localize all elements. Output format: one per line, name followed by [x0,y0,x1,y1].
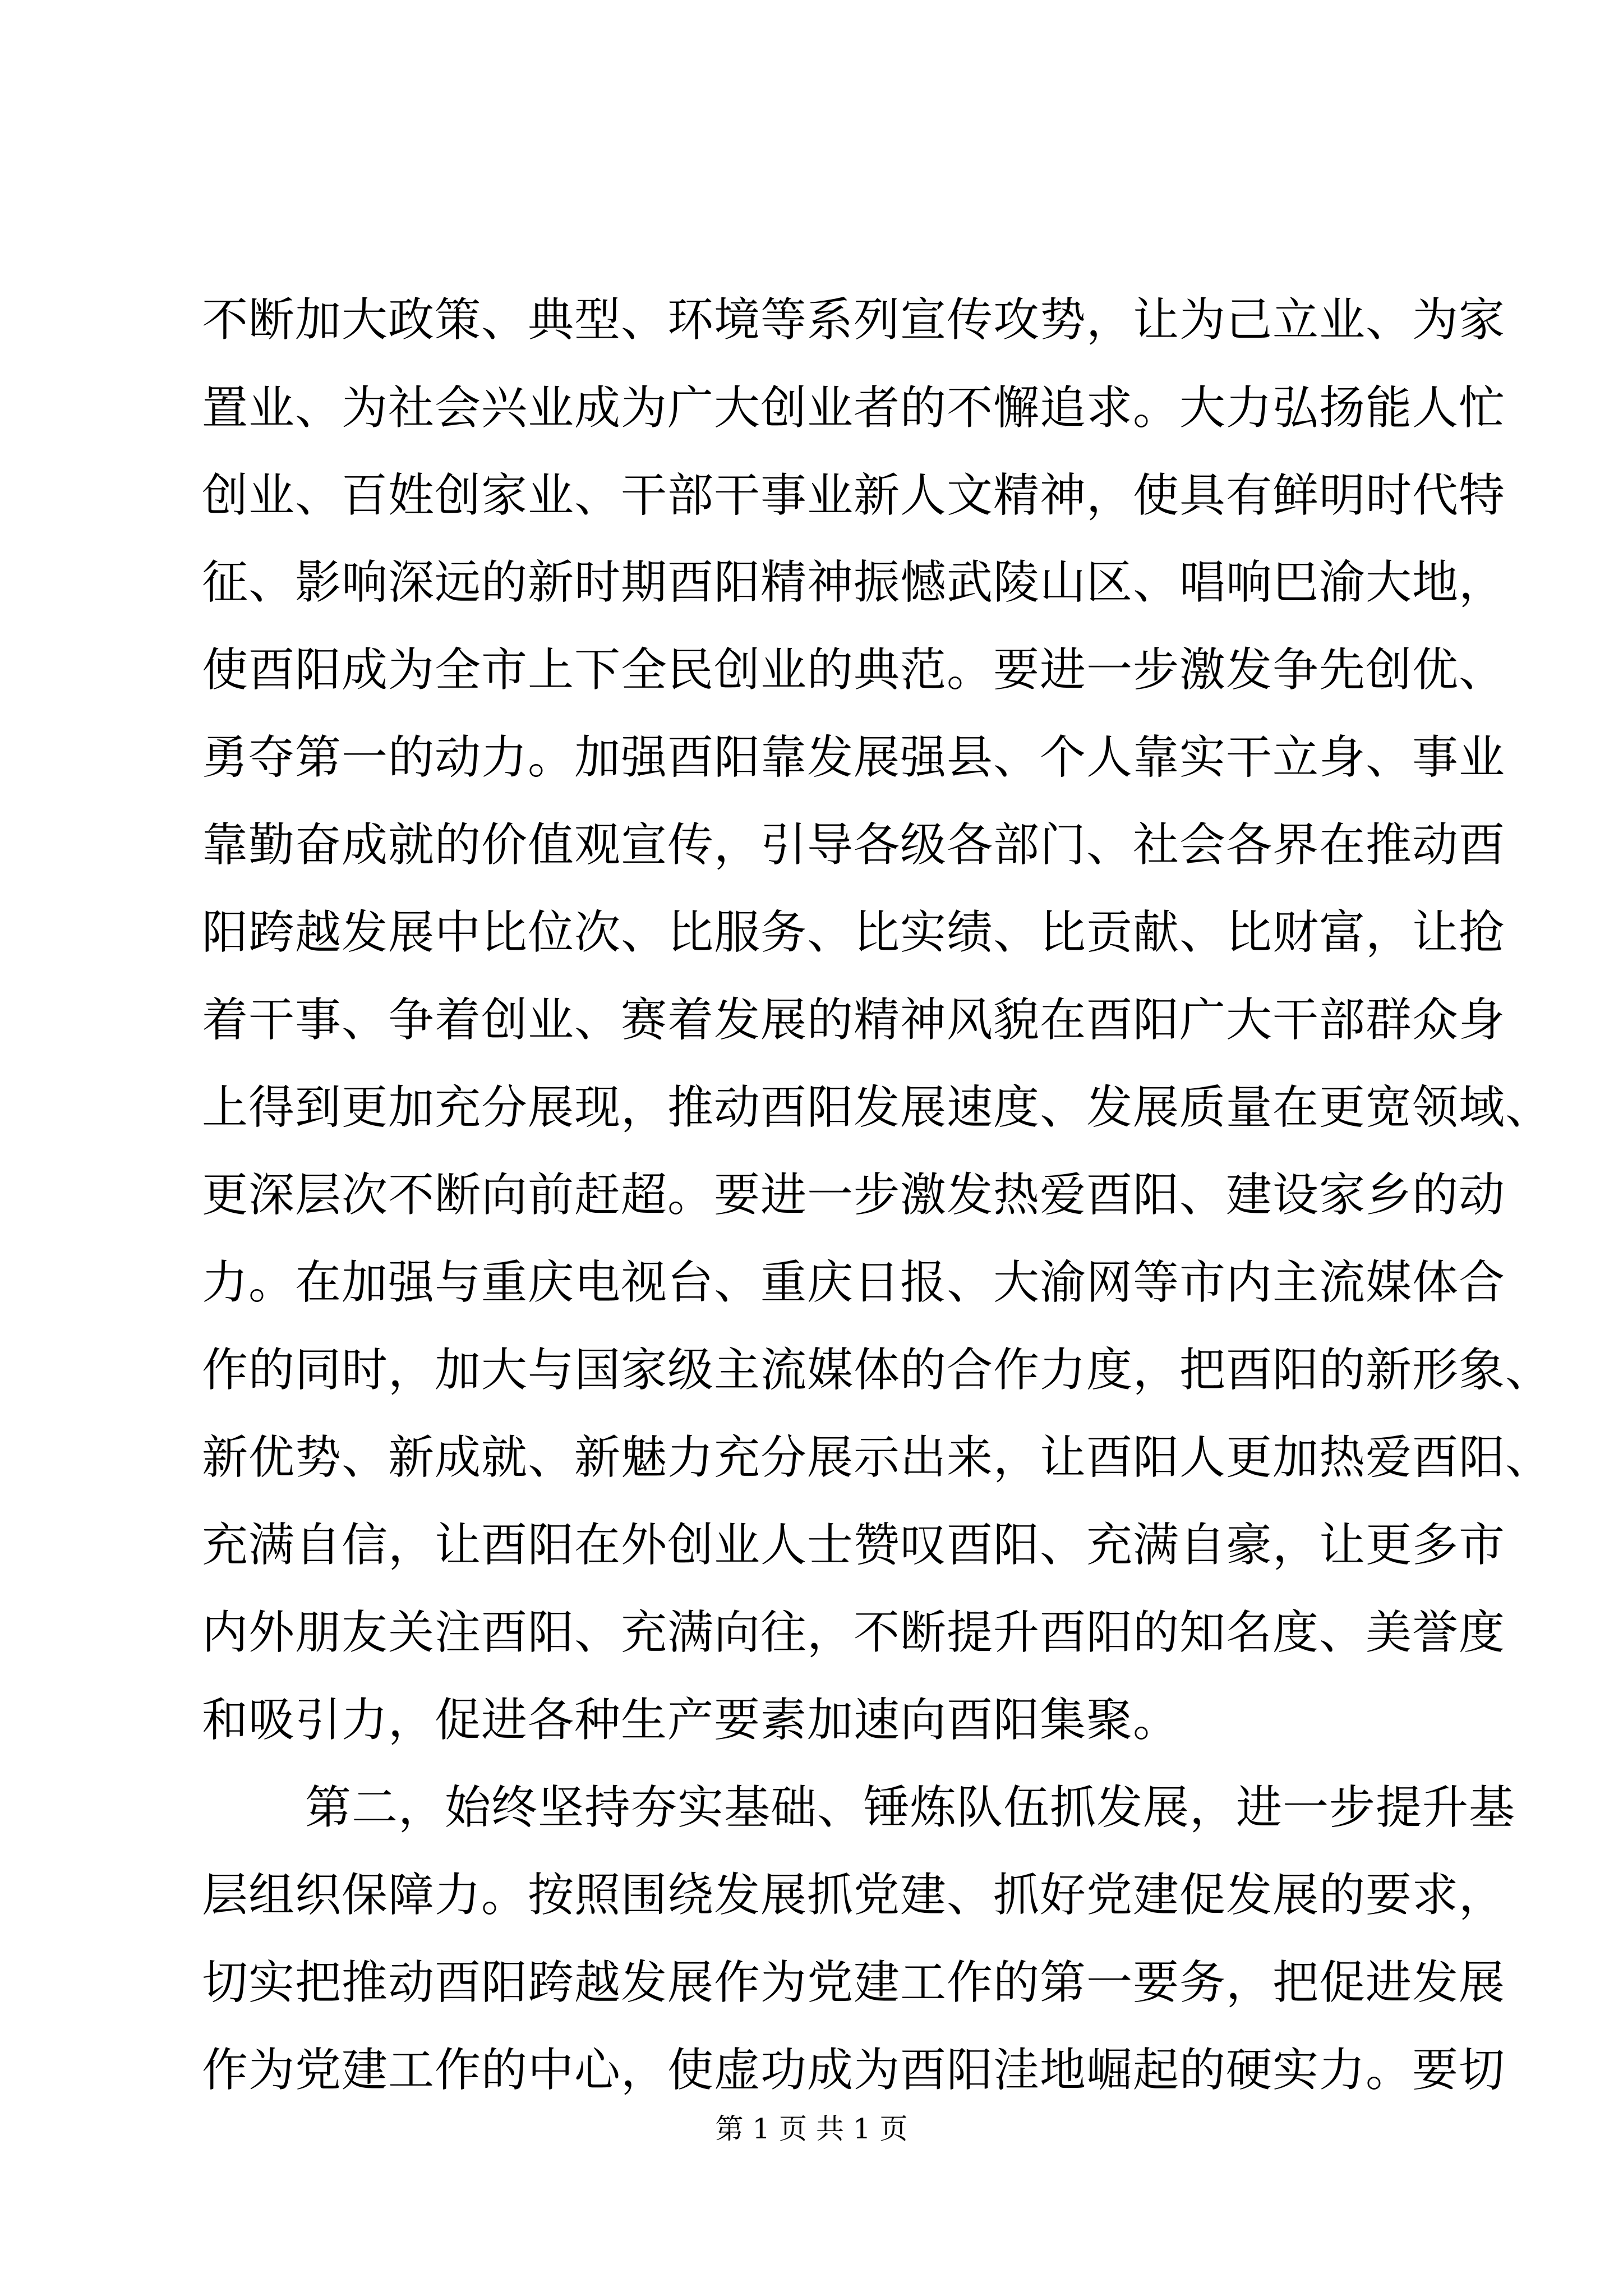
paragraph-first-line: 第二，始终坚持夯实基础、锤炼队伍抓发展，进一步提升基 [305,1781,1516,1834]
text-line: 置业、为社会兴业成为广大创业者的不懈追求。大力弘扬能人忙 [202,381,1506,435]
text-line: 力。在加强与重庆电视台、重庆日报、大渝网等市内主流媒体合 [202,1256,1506,1309]
text-line: 勇夺第一的动力。加强酉阳靠发展强县、个人靠实干立身、事业 [202,731,1506,784]
text-line: 作为党建工作的中心，使虚功成为酉阳洼地崛起的硬实力。要切 [202,2044,1506,2097]
text-line: 着干事、争着创业、赛着发展的精神风貌在酉阳广大干部群众身 [202,993,1506,1047]
text-line: 创业、百姓创家业、干部干事业新人文精神，使具有鲜明时代特 [202,469,1506,522]
text-line: 内外朋友关注酉阳、充满向往，不断提升酉阳的知名度、美誉度 [202,1606,1506,1659]
text-line: 不断加大政策、典型、环境等系列宣传攻势，让为己立业、为家 [202,293,1506,347]
text-line: 作的同时，加大与国家级主流媒体的合作力度，把酉阳的新形象、 [202,1343,1552,1397]
text-line: 切实把推动酉阳跨越发展作为党建工作的第一要务，把促进发展 [202,1956,1506,2009]
text-line: 和吸引力，促进各种生产要素加速向酉阳集聚。 [202,1694,1180,1747]
page-footer: 第 1 页 共 1 页 [715,2113,908,2145]
text-line: 层组织保障力。按照围绕发展抓党建、抓好党建促发展的要求， [202,1869,1506,1922]
text-line: 新优势、新成就、新魅力充分展示出来，让酉阳人更加热爱酉阳、 [202,1431,1552,1484]
text-line: 靠勤奋成就的价值观宣传，引导各级各部门、社会各界在推动酉 [202,818,1506,872]
text-line: 使酉阳成为全市上下全民创业的典范。要进一步激发争先创优、 [202,643,1506,697]
text-line: 征、影响深远的新时期酉阳精神振憾武陵山区、唱响巴渝大地， [202,556,1506,609]
text-line: 阳跨越发展中比位次、比服务、比实绩、比贡献、比财富，让抢 [202,906,1506,959]
text-line: 上得到更加充分展现，推动酉阳发展速度、发展质量在更宽领域、 [202,1081,1552,1134]
text-line: 更深层次不断向前赶超。要进一步激发热爱酉阳、建设家乡的动 [202,1168,1506,1222]
text-line: 充满自信，让酉阳在外创业人士赞叹酉阳、充满自豪，让更多市 [202,1519,1506,1572]
